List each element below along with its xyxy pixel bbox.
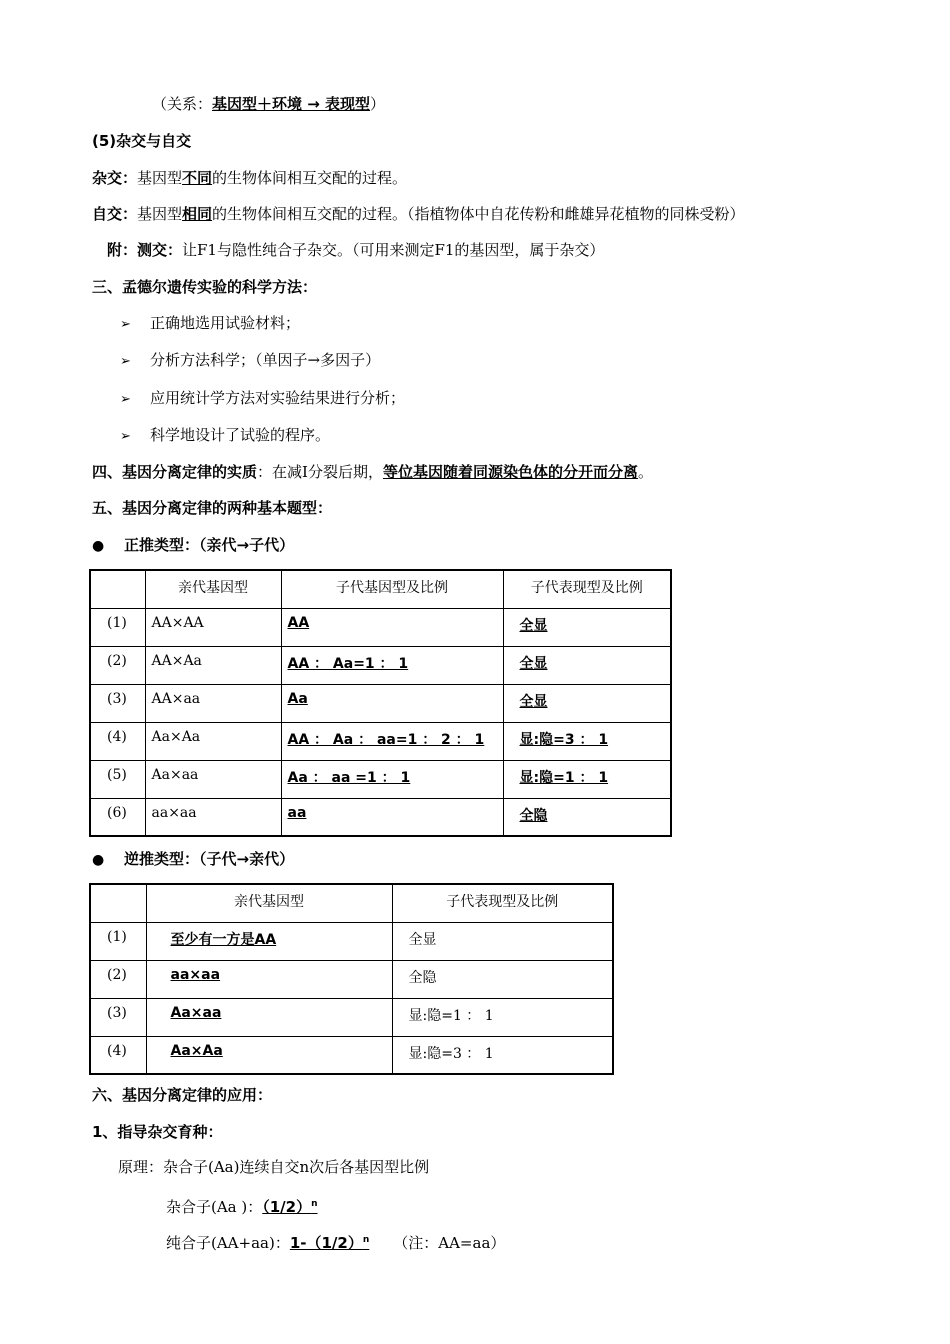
forward-table <box>89 569 672 837</box>
arrow-bullet-icon: ➢ <box>120 392 131 407</box>
bullet-dot-icon: ● <box>92 538 105 554</box>
section-3-title: 三、孟德尔遗传实验的科学方法： <box>92 278 318 296</box>
parent-genotype: Aa×Aa <box>146 1036 392 1074</box>
method-item <box>120 313 300 335</box>
header-cell: 子代表现型及比例 <box>392 884 613 922</box>
table-row <box>90 1036 613 1074</box>
offspring-phenotype: 全隐 <box>392 960 613 998</box>
relation-prefix: （关系： <box>152 95 213 113</box>
offspring-phenotype: 全显 <box>503 684 671 722</box>
parent-genotype: AA×AA <box>145 608 281 646</box>
forward-title-line <box>92 535 294 556</box>
relation-suffix: ） <box>370 95 386 113</box>
table-row <box>90 646 671 684</box>
table-row <box>90 684 671 722</box>
table-row <box>90 960 613 998</box>
section-5b-title: 五、基因分离定律的两种基本题型： <box>92 499 333 517</box>
parent-genotype: Aa×Aa <box>145 722 281 760</box>
header-cell: 亲代基因型 <box>146 884 392 922</box>
method-text: 应用统计学方法对实验结果进行分析； <box>150 389 406 407</box>
offspring-genotype: AA <box>281 608 503 646</box>
table-header-row <box>90 570 671 608</box>
offspring-genotype: Aa ： aa =1 ： 1 <box>281 760 503 798</box>
selfing-pre: 基因型 <box>137 205 183 223</box>
parent-genotype: AA×aa <box>145 684 281 722</box>
parent-genotype: Aa×aa <box>145 760 281 798</box>
header-cell: 亲代基因型 <box>145 570 281 608</box>
method-text: 分析方法科学；（单因子→多因子） <box>150 351 381 369</box>
hybrid-definition <box>92 168 407 188</box>
hybrid-post: 的生物体间相互交配的过程。 <box>212 169 408 187</box>
offspring-phenotype: 全隐 <box>503 798 671 836</box>
table-row <box>90 722 671 760</box>
forward-title: 正推类型：（亲代→子代） <box>124 536 295 554</box>
selfing-label: 自交： <box>92 205 138 223</box>
hybrid-label: 杂交： <box>92 169 138 187</box>
offspring-phenotype: 全显 <box>503 646 671 684</box>
parent-genotype: AA×Aa <box>145 646 281 684</box>
row-number: (1) <box>90 608 145 646</box>
row-number: (4) <box>90 1036 146 1074</box>
parent-genotype: aa×aa <box>146 960 392 998</box>
arrow-bullet-icon: ➢ <box>120 354 131 369</box>
table-row <box>90 998 613 1036</box>
row-number: (6) <box>90 798 145 836</box>
testcross-text: 让F1与隐性纯合子杂交。（可用来测定F1的基因型，属于杂交） <box>182 241 605 259</box>
header-cell: 子代基因型及比例 <box>281 570 503 608</box>
offspring-phenotype: 显:隐=3 ： 1 <box>392 1036 613 1074</box>
section-4-key: 等位基因随着同源染色体的分开而分离 <box>382 463 638 481</box>
row-number: (2) <box>90 960 146 998</box>
selfing-definition <box>92 204 745 224</box>
section-4-end: 。 <box>637 463 653 481</box>
parent-genotype: Aa×aa <box>146 998 392 1036</box>
homozygote-value <box>290 1234 369 1252</box>
testcross-label: 附：测交： <box>107 241 183 259</box>
homozygote-note: （注：AA=aa） <box>393 1234 506 1252</box>
row-number: (3) <box>90 684 145 722</box>
heterozygote-label: 杂合子(Aa )： <box>166 1198 263 1216</box>
arrow-bullet-icon: ➢ <box>120 317 131 332</box>
offspring-phenotype: 显:隐=3 ： 1 <box>503 722 671 760</box>
heterozygote-line <box>166 1194 318 1217</box>
reverse-title-line <box>92 849 294 870</box>
row-number: (2) <box>90 646 145 684</box>
offspring-genotype: AA ： Aa ： aa=1 ： 2 ： 1 <box>281 722 503 760</box>
method-item <box>120 388 405 410</box>
table-row <box>90 798 671 836</box>
row-number: (3) <box>90 998 146 1036</box>
method-item <box>120 350 380 372</box>
row-number: (4) <box>90 722 145 760</box>
reverse-table <box>89 883 614 1075</box>
offspring-phenotype: 显:隐=1 ： 1 <box>503 760 671 798</box>
section-4-mid: ：在减Ⅰ分裂后期， <box>257 463 383 481</box>
header-cell <box>90 570 145 608</box>
parent-genotype: aa×aa <box>145 798 281 836</box>
testcross-definition <box>107 240 604 260</box>
offspring-genotype: Aa <box>281 684 503 722</box>
hybrid-key: 不同 <box>182 169 213 187</box>
row-number: (5) <box>90 760 145 798</box>
header-cell: 子代表现型及比例 <box>503 570 671 608</box>
section-6-title: 六、基因分离定律的应用： <box>92 1086 273 1104</box>
hybrid-pre: 基因型 <box>137 169 183 187</box>
bullet-dot-icon: ● <box>92 852 105 868</box>
table-row <box>90 608 671 646</box>
homozygote-exponent: n <box>362 1235 370 1245</box>
section-4-title: 四、基因分离定律的实质 <box>92 463 258 481</box>
reverse-title: 逆推类型：（子代→亲代） <box>124 850 295 868</box>
homozygote-line <box>166 1230 505 1253</box>
method-item <box>120 425 330 447</box>
header-cell <box>90 884 146 922</box>
selfing-key: 相同 <box>182 205 213 223</box>
section-4-line <box>92 462 653 482</box>
homozygote-base: 1-（1/2） <box>289 1234 363 1252</box>
offspring-genotype: aa <box>281 798 503 836</box>
application-1-title: 1、指导杂交育种： <box>92 1123 223 1141</box>
method-text: 科学地设计了试验的程序。 <box>150 426 331 444</box>
table-header-row <box>90 884 613 922</box>
table-row <box>90 760 671 798</box>
relation-line <box>152 94 385 114</box>
row-number: (1) <box>90 922 146 960</box>
offspring-phenotype: 显:隐=1 ： 1 <box>392 998 613 1036</box>
heterozygote-value <box>262 1198 317 1216</box>
offspring-phenotype: 全显 <box>392 922 613 960</box>
heterozygote-base: （1/2） <box>262 1198 312 1216</box>
relation-formula: 基因型＋环境 → 表现型 <box>212 95 371 113</box>
offspring-genotype: AA ： Aa=1 ： 1 <box>281 646 503 684</box>
section-5-title: (5)杂交与自交 <box>92 132 192 150</box>
principle-text: 原理：杂合子(Aa)连续自交n次后各基因型比例 <box>118 1158 430 1176</box>
heterozygote-exponent: n <box>311 1199 318 1209</box>
parent-genotype: 至少有一方是AA <box>146 922 392 960</box>
selfing-post: 的生物体间相互交配的过程。（指植物体中自花传粉和雌雄异花植物的同株受粉） <box>212 205 745 223</box>
table-row <box>90 922 613 960</box>
homozygote-label: 纯合子(AA+aa)： <box>166 1234 290 1252</box>
arrow-bullet-icon: ➢ <box>120 429 131 444</box>
method-text: 正确地选用试验材料； <box>150 314 301 332</box>
offspring-phenotype: 全显 <box>503 608 671 646</box>
